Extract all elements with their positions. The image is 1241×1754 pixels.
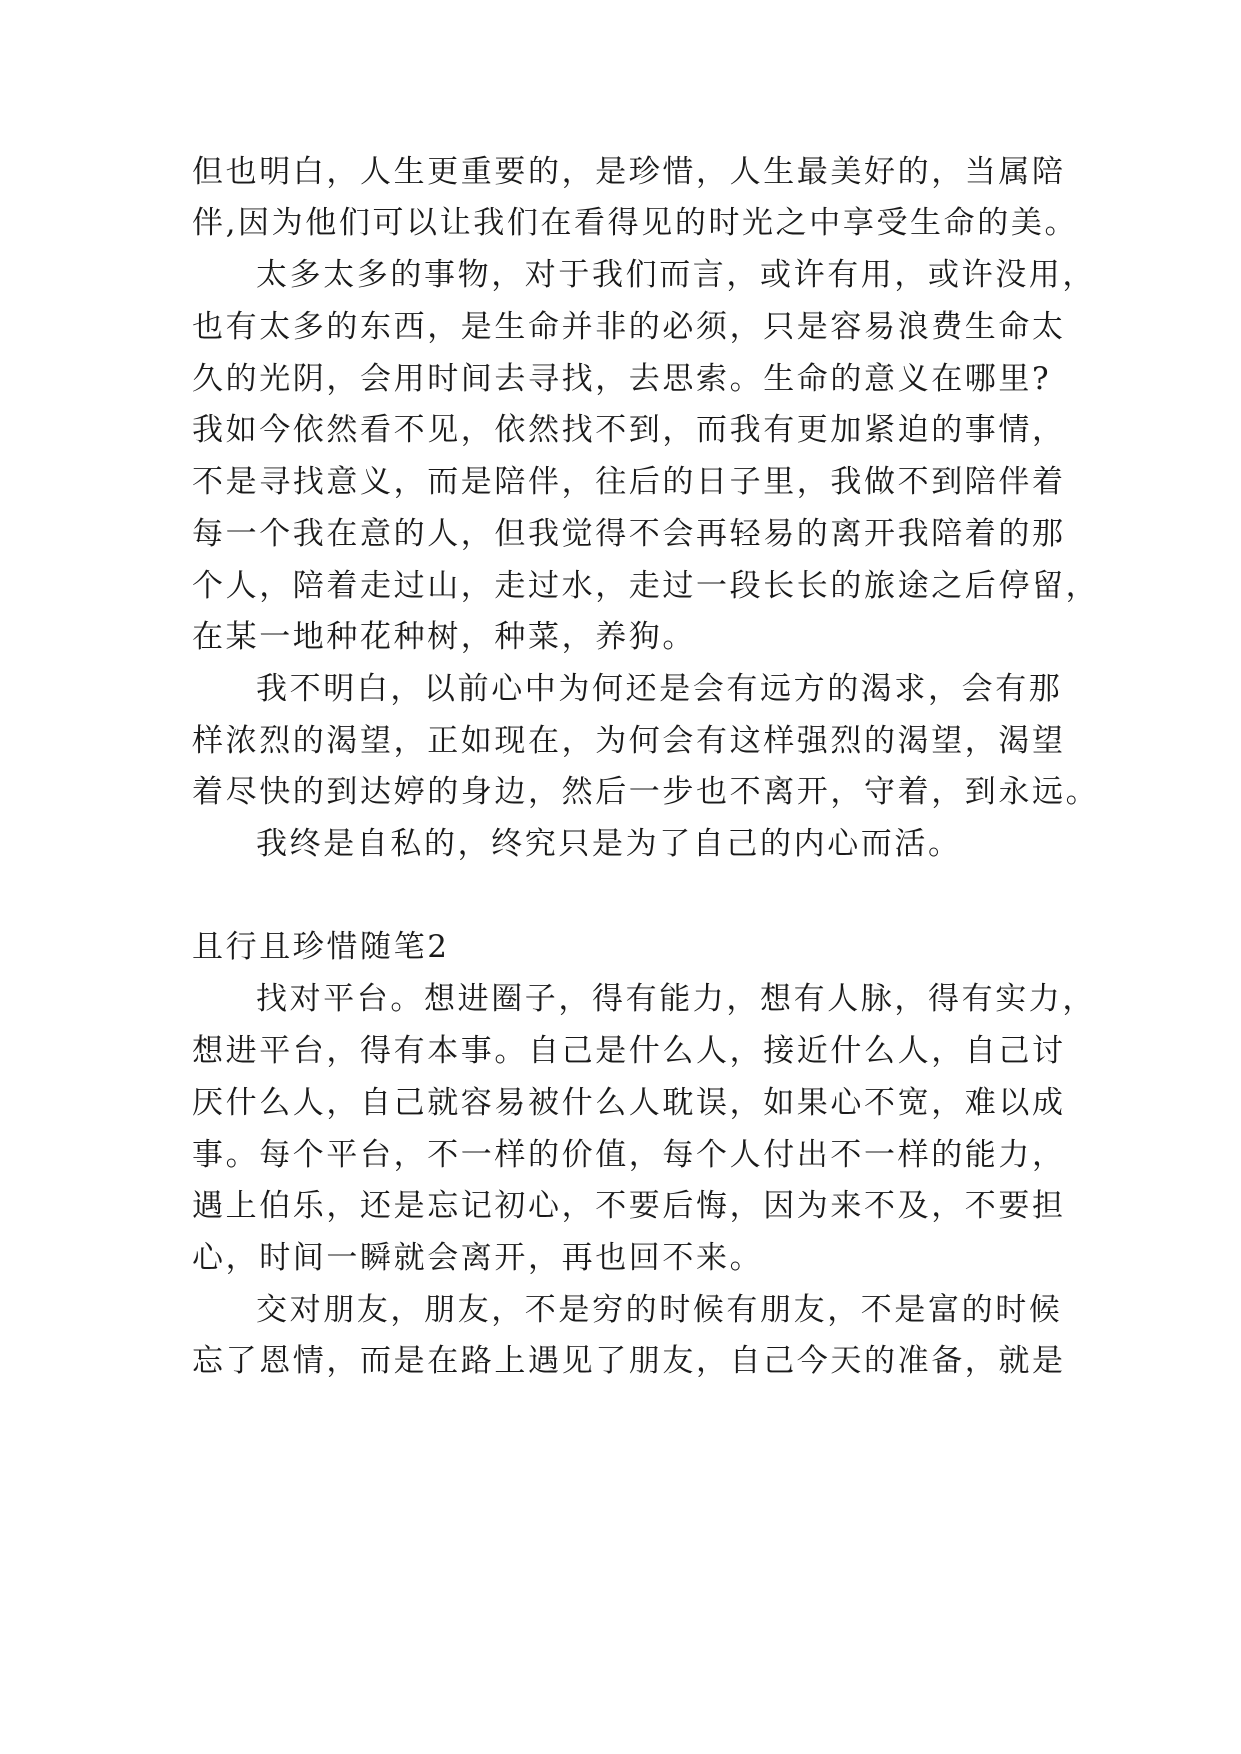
- text-line: 心，时间一瞬就会离开，再也回不来。: [192, 1240, 764, 1276]
- text-line: 我如今依然看不见，依然找不到，而我有更加紧迫的事情，: [192, 412, 1066, 448]
- section-heading: 且行且珍惜随笔2: [192, 929, 450, 965]
- text-line: 久的光阴，会用时间去寻找，去思索。生命的意义在哪里?: [192, 361, 1052, 397]
- text-line: 也有太多的东西，是生命并非的必须，只是容易浪费生命太: [192, 309, 1066, 345]
- text-line: 忘了恩情，而是在路上遇见了朋友，自己今天的准备，就是: [192, 1343, 1066, 1379]
- text-line: 不是寻找意义，而是陪伴，往后的日子里，我做不到陪伴着: [192, 464, 1066, 500]
- text-line: 个人，陪着走过山，走过水，走过一段长长的旅途之后停留，: [192, 568, 1100, 604]
- text-line: 在某一地种花种树，种菜，养狗。: [192, 619, 696, 655]
- text-line: 伴,因为他们可以让我们在看得见的时光之中享受生命的美。: [192, 205, 1079, 241]
- text-line: 样浓烈的渴望，正如现在，为何会有这样强烈的渴望，渴望: [192, 723, 1066, 759]
- text-line: 遇上伯乐，还是忘记初心，不要后悔，因为来不及，不要担: [192, 1188, 1066, 1224]
- text-line: 着尽快的到达婷的身边，然后一步也不离开，守着，到永远。: [192, 774, 1100, 810]
- text-line: 事。每个平台，不一样的价值，每个人付出不一样的能力，: [192, 1137, 1066, 1173]
- paragraph-first-line: 我终是自私的，终究只是为了自己的内心而活。: [256, 826, 962, 862]
- text-line: 想进平台，得有本事。自己是什么人，接近什么人，自己讨: [192, 1033, 1066, 1069]
- paragraph-first-line: 我不明白，以前心中为何还是会有远方的渴求，会有那: [256, 671, 1063, 707]
- text-line: 但也明白，人生更重要的，是珍惜，人生最美好的，当属陪: [192, 154, 1066, 190]
- paragraph-first-line: 交对朋友，朋友，不是穷的时候有朋友，不是富的时候: [256, 1292, 1063, 1328]
- paragraph-first-line: 太多太多的事物，对于我们而言，或许有用，或许没用，: [256, 257, 1096, 293]
- text-line: 每一个我在意的人，但我觉得不会再轻易的离开我陪着的那: [192, 516, 1066, 552]
- text-line: 厌什么人，自己就容易被什么人耽误，如果心不宽，难以成: [192, 1085, 1066, 1121]
- paragraph-first-line: 找对平台。想进圈子，得有能力，想有人脉，得有实力，: [256, 981, 1096, 1017]
